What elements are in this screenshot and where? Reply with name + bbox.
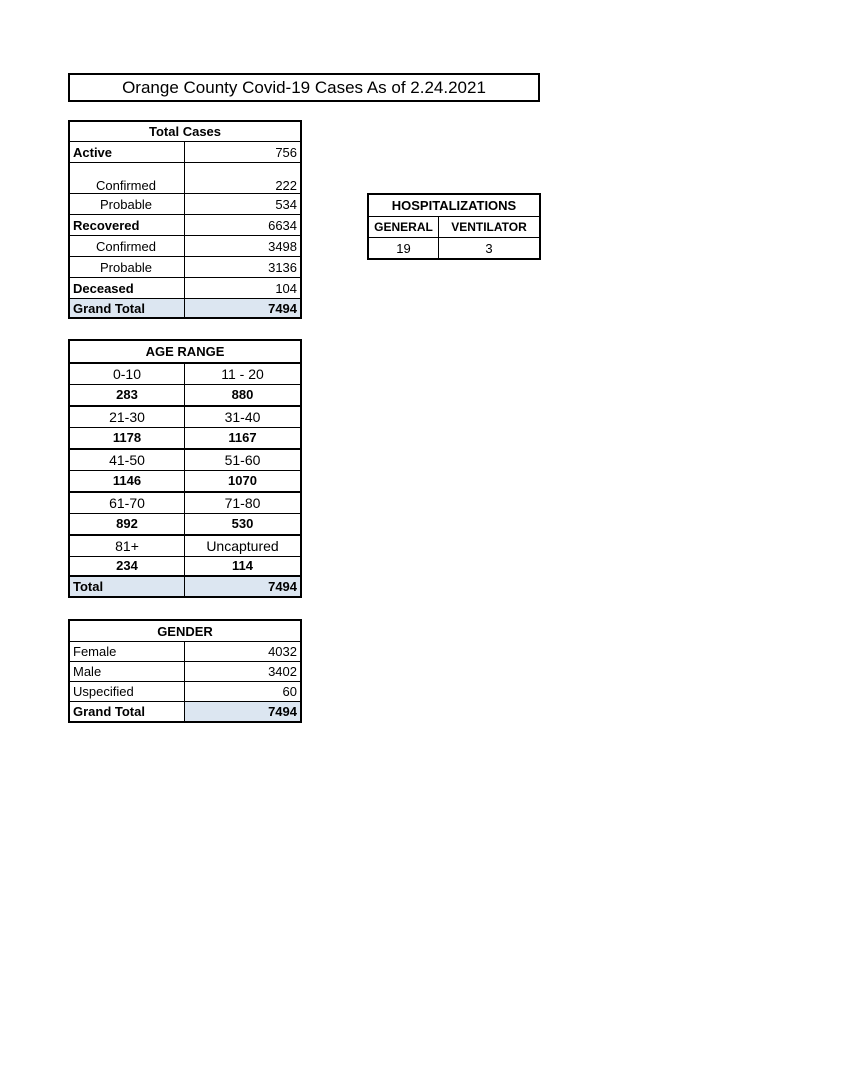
age-value: 1070 — [185, 471, 301, 492]
general-header: GENERAL — [369, 217, 439, 238]
table-row — [70, 299, 301, 318]
gender-grand-total-value: 7494 — [185, 702, 301, 722]
age-label: 81+ — [70, 535, 185, 557]
recovered-confirmed-label: Confirmed — [70, 236, 185, 257]
age-label: 21-30 — [70, 406, 185, 428]
active-label: Active — [70, 142, 185, 163]
table-row — [70, 194, 301, 215]
gender-header: GENDER — [70, 621, 301, 642]
grand-total-label: Grand Total — [70, 299, 185, 318]
grand-total-value: 7494 — [185, 299, 301, 318]
age-value: 1167 — [185, 428, 301, 449]
unspecified-value: 60 — [185, 682, 301, 702]
age-value: 1146 — [70, 471, 185, 492]
active-confirmed-value: 222 — [185, 163, 301, 194]
hospitalizations-table — [368, 194, 540, 259]
age-label: 0-10 — [70, 363, 185, 385]
age-value: 283 — [70, 385, 185, 406]
age-value: 234 — [70, 557, 185, 576]
ventilator-header: VENTILATOR — [439, 217, 540, 238]
table-row — [70, 257, 301, 278]
age-label: 31-40 — [185, 406, 301, 428]
age-total-value: 7494 — [185, 576, 301, 597]
report-title: Orange County Covid-19 Cases As of 2.24.2021 — [68, 73, 540, 102]
recovered-label: Recovered — [70, 215, 185, 236]
male-value: 3402 — [185, 662, 301, 682]
recovered-value: 6634 — [185, 215, 301, 236]
deceased-value: 104 — [185, 278, 301, 299]
total-cases-header: Total Cases — [70, 122, 301, 142]
female-value: 4032 — [185, 642, 301, 662]
table-row — [70, 278, 301, 299]
male-label: Male — [70, 662, 185, 682]
age-range-table — [69, 340, 301, 597]
active-probable-label: Probable — [70, 194, 185, 215]
gender-table — [69, 620, 301, 722]
general-value: 19 — [369, 238, 439, 259]
age-value: 114 — [185, 557, 301, 576]
age-label: 61-70 — [70, 492, 185, 514]
age-range-header: AGE RANGE — [70, 341, 301, 363]
deceased-label: Deceased — [70, 278, 185, 299]
table-row — [70, 142, 301, 163]
age-label: 71-80 — [185, 492, 301, 514]
age-label: Uncaptured — [185, 535, 301, 557]
female-label: Female — [70, 642, 185, 662]
active-probable-value: 534 — [185, 194, 301, 215]
age-label: 41-50 — [70, 449, 185, 471]
table-row — [70, 163, 301, 194]
age-value: 530 — [185, 514, 301, 535]
total-cases-table — [69, 121, 301, 318]
ventilator-value: 3 — [439, 238, 540, 259]
age-value: 892 — [70, 514, 185, 535]
age-label: 51-60 — [185, 449, 301, 471]
active-value: 756 — [185, 142, 301, 163]
table-row — [70, 215, 301, 236]
recovered-probable-label: Probable — [70, 257, 185, 278]
recovered-confirmed-value: 3498 — [185, 236, 301, 257]
hospitalizations-header: HOSPITALIZATIONS — [369, 195, 540, 217]
age-label: 11 - 20 — [185, 363, 301, 385]
table-row — [70, 236, 301, 257]
unspecified-label: Uspecified — [70, 682, 185, 702]
age-total-label: Total — [70, 576, 185, 597]
recovered-probable-value: 3136 — [185, 257, 301, 278]
gender-grand-total-label: Grand Total — [70, 702, 185, 722]
active-confirmed-label: Confirmed — [70, 163, 185, 194]
age-value: 880 — [185, 385, 301, 406]
age-value: 1178 — [70, 428, 185, 449]
